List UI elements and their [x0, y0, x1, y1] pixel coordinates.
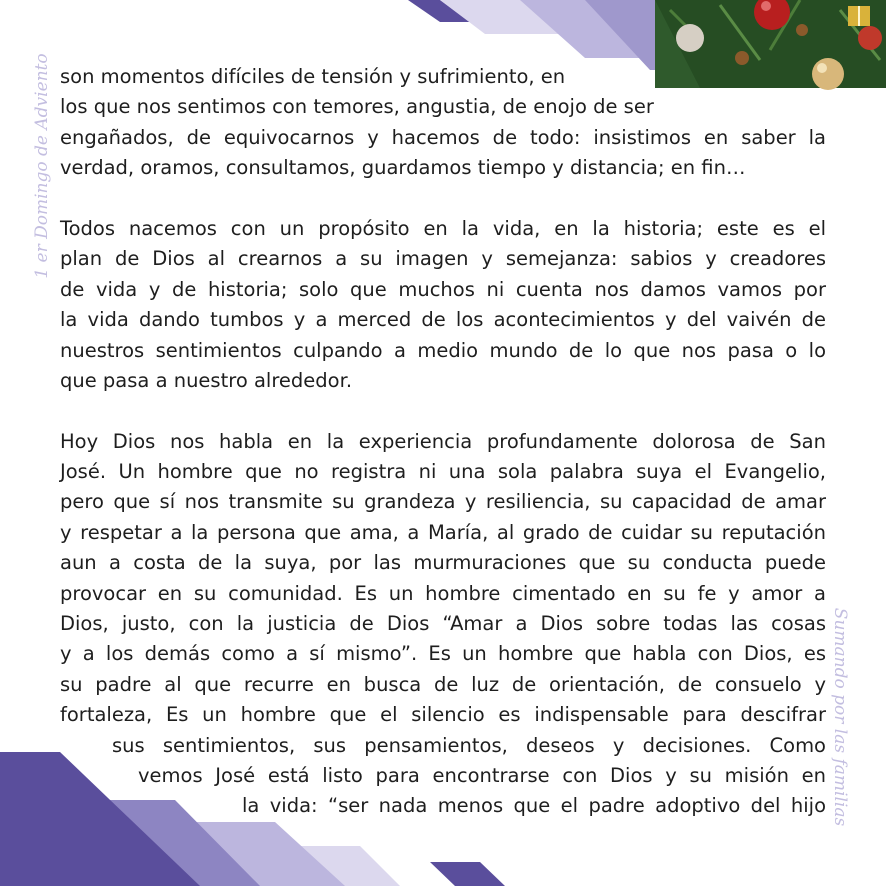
text-line: fortaleza, Es un hombre que el silencio es indispensable para descifrar: [60, 703, 826, 727]
text-line: los que nos sentimos con temores, angustia, de enojo de ser: [60, 95, 654, 119]
text-line: Dios, justo, con la justicia de Dios “Amar a Dios sobre todas las cosas: [60, 612, 826, 636]
text-line: verdad, oramos, consultamos, guardamos tiempo y distancia; en fin…: [60, 156, 746, 180]
text-line: de vida y de historia; solo que muchos ni cuenta nos damos vamos por: [60, 277, 826, 301]
text-line: la vida dando tumbos y a merced de los acontecimientos y del vaivén de: [60, 308, 826, 332]
text-line: plan de Dios al crearnos a su imagen y semejanza: sabios y creadores: [60, 247, 826, 271]
text-line: Todos nacemos con un propósito en la vida, en la historia; este es el: [60, 216, 826, 240]
ornament-silver-ball: [676, 24, 704, 52]
text-line: vemos José está listo para encontrarse con Dios y su misión en: [138, 763, 826, 787]
text-line: pero que sí nos transmite su grandeza y resiliencia, su capacidad de amar: [60, 490, 826, 514]
bottom-stripe-dark-small: [430, 862, 505, 886]
text-line: y respetar a la persona que ama, a María, al grado de cuidar su reputación: [60, 520, 826, 544]
side-label-right: Sumando por las familias: [830, 607, 850, 827]
text-line: son momentos difíciles de tensión y sufrimiento, en: [60, 65, 566, 88]
text-line: que pasa a nuestro alrededor.: [60, 368, 353, 392]
text-line: nuestros sentimientos culpando a medio mundo de lo que nos pasa o lo: [60, 338, 826, 362]
ornament-red-small: [858, 26, 882, 50]
text-line: la vida: “ser nada menos que el padre adoptivo del hijo: [242, 794, 826, 818]
text-line: Hoy Dios nos habla en la experiencia profundamente dolorosa de San: [60, 429, 826, 453]
text-line: engañados, de equivocarnos y hacemos de todo: insistimos en saber la: [60, 125, 826, 149]
text-line: aun a costa de la suya, por las murmuraciones que su conducta puede: [60, 551, 826, 575]
body-text: [60, 62, 826, 822]
side-label-left: 1 er Domingo de Adviento: [32, 53, 52, 279]
text-line: provocar en su comunidad. Es un hombre cimentado en su fe y amor a: [60, 581, 826, 605]
text-line: y a los demás como a sí mismo”. Es un hombre que habla con Dios, es: [60, 642, 826, 666]
text-line: sus sentimientos, sus pensamientos, deseos y decisiones. Como: [112, 733, 826, 757]
text-line: José. Un hombre que no registra ni una sola palabra suya el Evangelio,: [60, 460, 826, 484]
text-line: su padre al que recurre en busca de luz de orientación, de consuelo y: [60, 672, 826, 696]
